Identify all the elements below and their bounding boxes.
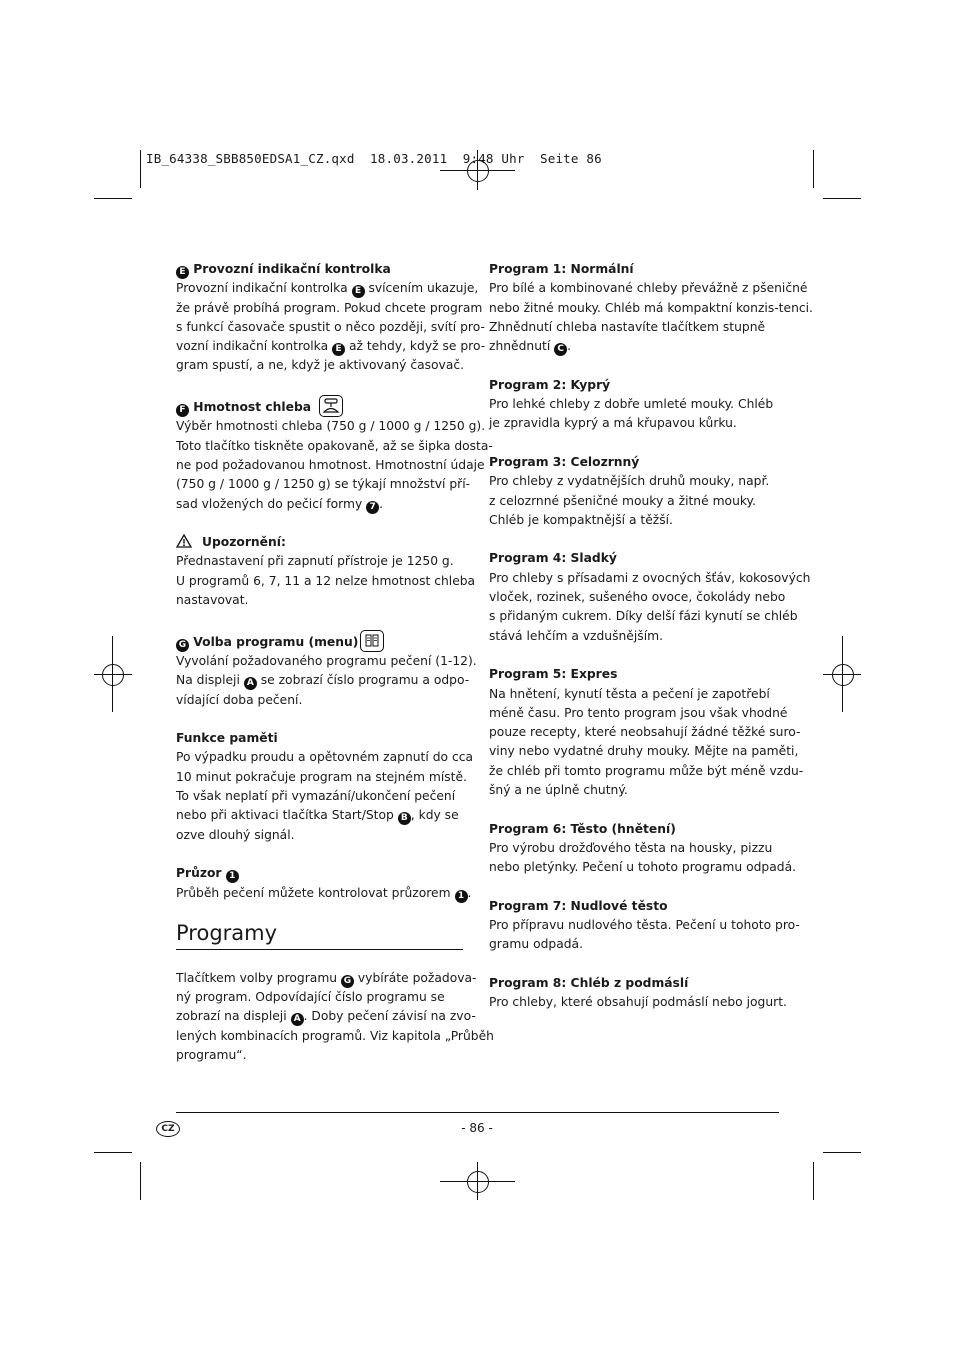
program-title: Program 6: Těsto (hnětení) (489, 821, 676, 836)
text-line: (750 g / 1000 g / 1250 g) se týkají množství pří- (176, 477, 471, 492)
registration-circle (102, 664, 124, 686)
text-line: Pro chleby s přísadami z ovocných šťáv, kokosových (489, 570, 811, 585)
badge: B (398, 812, 411, 825)
text-line: Na hnětení, kynutí těsta a pečení je zapotřebí (489, 686, 770, 701)
right-column (489, 260, 813, 1032)
programs-heading: Programy (176, 920, 463, 950)
text-line: Chléb je kompaktnější a těžší. (489, 512, 673, 527)
section-body (176, 417, 493, 513)
text-line: Výběr hmotnosti chleba (750 g / 1000 g / 1250 g). (176, 419, 486, 434)
text-line: vozní indikační kontrolka E až tehdy, když se pro- (176, 339, 486, 355)
text-line: šný a ne úplně chutný. (489, 783, 628, 798)
section-title: G Volba programu (menu) (176, 630, 466, 652)
section-title: Upozornění: (176, 533, 466, 552)
badge: 1 (455, 890, 468, 903)
text-line: Přednastavení při zapnutí přístroje je 1250 g. (176, 554, 454, 569)
text-line: Tlačítkem volby programu G vybíráte požadova- (176, 970, 477, 986)
section-title: Průzor 1 (176, 864, 466, 883)
text-line: stává lehčím a vzdušnějším. (489, 628, 663, 643)
text-line: Na displeji A se zobrazí číslo programu a odpo- (176, 673, 470, 689)
text-line: Průběh pečení můžete kontrolovat průzorem 1 . (176, 885, 472, 901)
text-line: Zhnědnutí chleba nastavíte tlačítkem stupně (489, 319, 766, 334)
file-slug: IB_64338_SBB850EDSA1_CZ.qxd 18.03.2011 9:48 Uhr Seite 86 (146, 151, 602, 166)
text-line: Pro chleby z vydatnějších druhů mouky, např. (489, 474, 770, 489)
section-title: F Hmotnost chleba (176, 395, 466, 417)
text-line: že právě probíhá program. Pokud chcete program (176, 300, 483, 315)
program-section (489, 665, 804, 800)
section-body (176, 552, 476, 610)
section-body (176, 748, 474, 844)
program-title: Program 5: Expres (489, 667, 618, 682)
text-line: viny nebo vydatné druhy mouky. Mějte na paměti, (489, 744, 799, 759)
badge: A (291, 1013, 304, 1026)
text-line: že chléb při tomto programu může být méně vzdu- (489, 763, 804, 778)
section-body (176, 279, 486, 375)
program-section (489, 974, 787, 1013)
program-section (489, 897, 800, 955)
badge: G (341, 975, 354, 988)
section-program-select (176, 630, 477, 710)
text-line: To však neplatí při vymazání/ukončení pečení (176, 789, 456, 804)
text-line: Toto tlačítko tiskněte opakovaně, až se šipka dosta- (176, 438, 493, 453)
badge: C (554, 343, 567, 356)
text-line: Pro výrobu drožďového těsta na housky, pizzu (489, 840, 773, 855)
registration-circle (832, 664, 854, 686)
text-line: Pro bílé a kombinované chleby převážně z pšeničné (489, 281, 808, 296)
program-title: Program 3: Celozrnný (489, 454, 640, 469)
badge: E (176, 266, 189, 279)
page-number: - 86 - (461, 1121, 493, 1135)
section-warning (176, 533, 476, 610)
program-title: Program 4: Sladký (489, 551, 617, 566)
text-line: nebo pletýnky. Pečení u tohoto programu odpadá. (489, 860, 797, 875)
program-section (489, 376, 781, 434)
badge: F (176, 404, 189, 417)
crop-mark (140, 150, 141, 188)
program-section (489, 260, 813, 356)
badge: A (244, 677, 257, 690)
section-body (176, 652, 477, 710)
text-line: Po výpadku proudu a opětovném zapnutí do cca (176, 750, 474, 765)
section-title: E Provozní indikační kontrolka (176, 260, 466, 279)
text-line: je zpravidla kyprý a má křupavou kůrku. (489, 416, 737, 431)
text-line: sad vložených do pečicí formy 7 . (176, 496, 384, 512)
crop-mark (94, 198, 132, 199)
text-line: vloček, rozinek, sušeného ovoce, čokolády nebo (489, 590, 786, 605)
text-line: lených kombinacích programů. Viz kapitola „Průběh (176, 1028, 494, 1043)
program-title: Program 1: Normální (489, 262, 634, 276)
badge: 1 (226, 870, 239, 883)
text-line: s funkcí časovače spustit o něco později, svítí pro- (176, 319, 485, 334)
crop-mark (823, 1152, 861, 1153)
badge: E (332, 343, 345, 356)
language-badge: CZ (156, 1121, 180, 1137)
text-line: gramu odpadá. (489, 937, 583, 952)
program-section (489, 453, 781, 530)
programs-intro (176, 969, 494, 1065)
section-window (176, 864, 472, 903)
text-line: 10 minut pokračuje program na stejném místě. (176, 769, 467, 784)
text-line: zobrazí na displeji A . Doby pečení závisí na zvo- (176, 1009, 476, 1025)
section-status-light (176, 260, 486, 376)
text-line: vídající doba pečení. (176, 692, 303, 707)
crop-mark (94, 1152, 132, 1153)
text-line: nebo při aktivaci tlačítka Start/Stop B , kdy se (176, 808, 459, 824)
text-line: Pro přípravu nudlového těsta. Pečení u tohoto pro- (489, 918, 800, 933)
text-line: Vyvolání požadovaného programu pečení (1-12). (176, 653, 477, 668)
section-body (176, 884, 472, 903)
program-section (489, 820, 797, 878)
menu-icon (360, 630, 384, 652)
text-line: programu“. (176, 1047, 247, 1062)
text-line: z celozrnné pšeničné mouky a žitné mouky. (489, 493, 756, 508)
crop-mark (140, 1162, 141, 1200)
warning-icon (176, 534, 192, 548)
text-line: U programů 6, 7, 11 a 12 nelze hmotnost chleba (176, 573, 476, 588)
program-title: Program 2: Kyprý (489, 377, 611, 392)
text-line: Pro lehké chleby z dobře umleté mouky. Chléb (489, 397, 774, 412)
text-line: zhnědnutí C . (489, 339, 572, 355)
crop-mark (823, 198, 861, 199)
program-section (489, 549, 811, 645)
badge: E (352, 285, 365, 298)
text-line: ne pod požadovanou hmotnost. Hmotnostní údaje (176, 457, 485, 472)
badge: 7 (366, 501, 379, 514)
text-line: s přidaným cukrem. Díky delší fázi kynutí se chléb (489, 609, 798, 624)
program-title: Program 8: Chléb z podmáslí (489, 975, 689, 990)
left-column (176, 260, 494, 1065)
text-line: Provozní indikační kontrolka E svícením ukazuje, (176, 281, 479, 297)
text-line: nastavovat. (176, 593, 249, 608)
registration-circle (467, 1171, 489, 1193)
text-line: ný program. Odpovídající číslo programu se (176, 990, 445, 1005)
crop-mark (813, 1162, 814, 1200)
text-line: ozve dlouhý signál. (176, 827, 295, 842)
section-title: Funkce paměti (176, 731, 278, 746)
section-memory (176, 729, 474, 845)
footer-rule (176, 1112, 779, 1113)
text-line: pouze recepty, které neobsahují žádné těžké suro- (489, 725, 801, 740)
scale-icon (319, 395, 343, 417)
badge: G (176, 639, 189, 652)
text-line: méně času. Pro tento program jsou však vhodné (489, 705, 788, 720)
text-line: Pro chleby, které obsahují podmáslí nebo jogurt. (489, 995, 787, 1010)
text-line: gram spustí, a ne, když je aktivovaný časovač. (176, 358, 465, 373)
program-title: Program 7: Nudlové těsto (489, 898, 668, 913)
text-line: nebo žitné mouky. Chléb má kompaktní konzis-tenci. (489, 300, 813, 315)
crop-mark (813, 150, 814, 188)
section-bread-weight (176, 395, 493, 514)
